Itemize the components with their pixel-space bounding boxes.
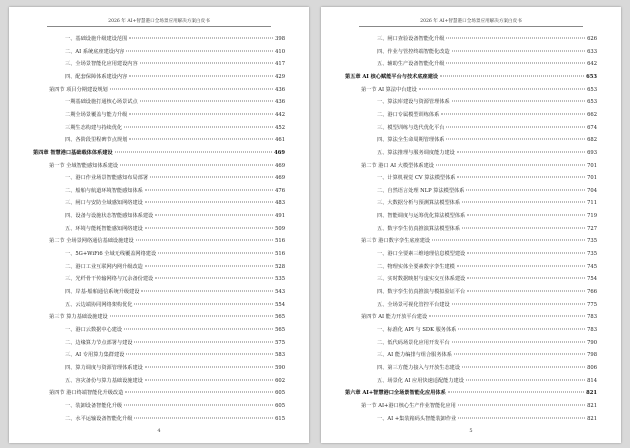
toc-entry-title: 二、船舶与航道环境智能感知体系 [65,187,143,194]
dot-leader [436,164,585,165]
toc-entry[interactable] [33,148,285,158]
toc-entry-title: 二期全场景覆盖与能力升级 [65,111,128,118]
toc-entry-page: 590 [275,364,285,371]
toc-entry-title: 五、云边端协同网络架构优化 [65,301,133,308]
toc-page-left [9,7,309,443]
toc-entry-title: 二、物理实体全要素数字孪生建模 [377,263,455,270]
toc-entry[interactable] [377,414,597,424]
toc-entry[interactable] [377,376,597,386]
dot-leader [462,366,585,367]
toc-entry[interactable] [65,224,285,234]
dot-leader [110,316,273,317]
toc-entry[interactable] [377,262,597,272]
toc-entry-title: 第二节 全场景网络通信基础设施建设 [49,238,134,245]
toc-entry-title: 第四节 AI 能力开放平台建设 [361,314,428,321]
toc-entry-title: 一、AI +集装箱码头智能装卸作业 [377,415,457,422]
toc-entry-title: 第三节 港口数字孪生底座建设 [361,238,431,245]
toc-entry[interactable] [377,300,597,310]
toc-entry-page: 442 [275,111,285,118]
toc-entry-page: 814 [587,377,597,384]
toc-entry-page: 754 [587,276,597,283]
toc-entry-page: 516 [275,251,285,258]
toc-entry[interactable] [65,287,285,297]
toc-entry-title: 三、闸口与安防全域感知网络建设 [65,200,143,207]
dot-leader [145,379,273,380]
toc-entry-title: 五、算法推理与服务调度能力建设 [377,149,455,156]
toc-entry-title: 一、算法库建设与资源管理体系 [377,99,450,106]
dot-leader [129,75,273,76]
toc-entry-title: 第二节 港口 AI 大模型体系建设 [361,162,434,169]
toc-entry-page: 429 [275,73,285,80]
dot-leader [134,341,273,342]
dot-leader [129,38,273,39]
toc-entry-title: 一、装卸设备智能化升级 [65,402,123,409]
header-rule [359,26,583,27]
toc-entry[interactable] [65,110,285,120]
toc-entry-page: 469 [274,149,285,156]
toc-entry[interactable] [377,110,597,120]
toc-entry-page: 461 [275,137,285,144]
toc-entry-page: 476 [275,187,285,194]
toc-entry-page: 483 [275,200,285,207]
toc-entry-page: 491 [275,213,285,220]
toc-entry[interactable] [377,325,597,335]
toc-entry[interactable] [65,350,285,360]
dot-leader [145,265,273,266]
toc-entry[interactable] [345,388,597,398]
toc-entry[interactable] [49,236,285,246]
toc-entry-page: 775 [587,301,597,308]
toc-entry-title: 第四章 智慧港口基础载体体系建设 [33,149,113,156]
dot-leader [462,227,585,228]
toc-entry[interactable] [65,173,285,183]
dot-leader [467,291,585,292]
dot-leader [457,265,585,266]
dot-leader [448,392,584,393]
dot-leader [467,215,585,216]
dot-leader [462,202,585,203]
running-header: 2026 年 AI+智慧港口全场景应用解决方案白皮书 [108,19,210,24]
dot-leader [441,113,585,114]
running-header: 2026 年 AI+智慧港口全场景应用解决方案白皮书 [420,19,522,24]
toc-entry-title: 第一节 AI+港口核心生产作业智能化应用 [361,402,456,409]
dot-leader [110,88,273,89]
toc-entry[interactable] [65,376,285,386]
dot-leader [419,88,585,89]
toc-entry-title: 五、辅助生产设备智能化升级 [377,61,445,68]
toc-entry-page: 701 [587,162,597,169]
toc-entry[interactable] [377,350,597,360]
toc-entry-page: 615 [275,415,285,422]
dot-leader [452,341,585,342]
toc-entry[interactable] [377,224,597,234]
toc-entry-page: 605 [275,402,285,409]
dot-leader [446,63,585,64]
toc-entry-page: 410 [275,48,285,55]
toc-entry[interactable] [377,186,597,196]
dot-leader [457,151,585,152]
toc-entry[interactable] [65,274,285,284]
toc-entry-page: 509 [275,225,285,232]
dot-leader [124,328,273,329]
toc-entry[interactable] [361,85,597,95]
toc-entry-title: 三、AI 能力编排与组合服务体系 [377,352,452,359]
dot-leader [134,303,273,304]
toc-entry-page: 516 [275,238,285,245]
toc-entry-page: 821 [587,402,597,409]
toc-entry[interactable] [65,211,285,221]
toc-entry[interactable] [361,236,597,246]
toc-entry-title: 二、边缘算力节点部署与建设 [65,339,133,346]
toc-entry-title: 一期基础设施打通核心场景试点 [65,99,138,106]
toc-entry-title: 四、配套保障体系建设内容 [65,73,128,80]
toc-entry[interactable] [65,47,285,57]
toc-entry-title: 第一节 全域智能感知体系建设 [49,162,119,169]
toc-entry-page: 798 [587,352,597,359]
toc-entry[interactable] [377,338,597,348]
toc-entry-page: 605 [275,390,285,397]
toc-entry[interactable] [65,34,285,44]
toc-entry-page: 626 [587,36,597,42]
toc-entry[interactable] [65,414,285,424]
toc-entry-title: 第四节 项目分期建设规划 [49,86,108,93]
toc-entry-page: 554 [275,301,285,308]
toc-entry-title: 五、环境与能耗智能感知网络建设 [65,225,143,232]
dot-leader [145,189,273,190]
toc-entry[interactable] [377,249,597,259]
dot-leader [140,101,273,102]
toc-entry-title: 一、港口全要素三维地理信息模型建设 [377,251,466,258]
dot-leader [126,354,273,355]
dot-leader [466,379,585,380]
toc-entry-title: 四、第三方能力接入与开放生态建设 [377,364,461,371]
toc-entry-page: 602 [275,377,285,384]
page-number: 4 [157,428,161,434]
header-rule [47,26,271,27]
toc-entry[interactable] [377,363,597,373]
toc-entry[interactable] [361,401,597,411]
page-number: 5 [469,428,473,434]
dot-leader [432,240,585,241]
toc-entry-page: 783 [587,326,597,333]
dot-leader [120,164,273,165]
toc-entry-page: 727 [587,225,597,232]
toc-entry[interactable] [377,97,597,107]
toc-entry-title: 三、闸口查验设备智能化升级 [377,36,445,42]
toc-entry[interactable] [49,85,285,95]
toc-entry-title: 一、基础设施升级建设范围 [65,36,128,42]
dot-leader [452,303,585,304]
toc-entry-title: 三、实时数据映射与虚实交互体系建设 [377,276,466,283]
dot-leader [446,126,585,127]
toc-entry-title: 三、光纤骨干传输网络与冗余备份建设 [65,276,154,283]
toc-entry[interactable] [361,312,597,322]
dot-leader [452,50,585,51]
toc-entry-title: 一、港口云数据中心建设 [65,326,123,333]
toc-entry-title: 三、AI 专用算力集群建设 [65,352,125,359]
toc-entry-title: 五、数字孪生仿真推演算法模型体系 [377,225,461,232]
toc-entry[interactable] [377,123,597,133]
toc-entry[interactable] [65,325,285,335]
dot-leader [125,392,273,393]
dot-leader [457,177,585,178]
toc-entry-page: 469 [275,162,285,169]
toc-entry[interactable] [65,300,285,310]
dot-leader [446,139,585,140]
toc-entry-title: 四、各阶段里程碑节点规划 [65,137,128,144]
toc-entry-page: 701 [587,175,597,182]
dot-leader [136,240,273,241]
toc-entry-page: 662 [587,111,597,118]
dot-leader [452,101,585,102]
dot-leader [440,75,584,76]
toc-entry-page: 583 [275,352,285,359]
toc-entry-title: 第四节 港口终端智能化升级改造 [49,390,124,397]
dot-leader [134,417,273,418]
toc-entry-title: 四、数字孪生仿真推演与模拟验证平台 [377,289,466,295]
toc-entry[interactable] [345,72,597,82]
toc-entry-page: 682 [587,137,597,144]
toc-entry-page: 633 [587,48,597,55]
dot-leader [158,253,273,254]
dot-leader [155,215,273,216]
toc-entry[interactable] [377,274,597,284]
toc-entry[interactable] [377,34,597,44]
dot-leader [446,38,585,39]
toc-entry-title: 三期生态构建与持续优化 [65,124,123,131]
toc-entry[interactable] [377,135,597,145]
toc-entry[interactable] [361,161,597,171]
toc-entry[interactable] [49,312,285,322]
toc-entry-page: 711 [587,200,597,207]
dot-leader [467,278,585,279]
dot-leader [126,50,273,51]
toc-entry[interactable] [377,59,597,69]
toc-entry[interactable] [65,135,285,145]
dot-leader [458,417,585,418]
toc-entry-page: 674 [587,124,597,131]
toc-entry-page: 745 [587,263,597,270]
toc-entry-page: 642 [587,61,597,68]
toc-entry-page: 806 [587,364,597,371]
toc-entry-title: 三、模型训练与迭代优化平台 [377,124,445,131]
toc-entry[interactable] [65,338,285,348]
toc-entry-title: 四、算法全生命周期管理体系 [377,137,445,144]
dot-leader [124,404,273,405]
toc-entry[interactable] [65,401,285,411]
toc-entry-page: 417 [275,61,285,68]
toc-entry-page: 543 [275,289,285,295]
toc-entry-title: 五、场景化 AI 应用快速适配能力建设 [377,377,464,384]
toc-entry[interactable] [49,388,285,398]
toc-entry-title: 第五章 AI 核心赋能平台与技术底座建设 [345,73,439,80]
toc-entry[interactable] [65,363,285,373]
toc-entry-title: 五、容灾备份与算力基础设施建设 [65,377,143,384]
toc-entry-title: 第三节 算力基础设施建设 [49,314,108,321]
dot-leader [141,291,273,292]
toc-entry[interactable] [65,249,285,259]
toc-entry[interactable] [377,47,597,57]
toc-entry[interactable] [377,148,597,158]
dot-leader [124,126,273,127]
toc-entry-title: 四、智能调度与运筹优化算法模型体系 [377,213,466,220]
toc-entry-page: 821 [586,390,597,397]
toc-entry-title: 一、港口作业场景智能感知布局部署 [65,175,149,182]
toc-entry-page: 735 [587,251,597,258]
toc-entry-page: 719 [587,213,597,220]
dot-leader [150,177,273,178]
toc-entry-page: 436 [275,86,285,93]
toc-entry-page: 653 [587,86,597,93]
toc-entry-title: 二、港口工业互联网内网升级改造 [65,263,143,270]
toc-entry-title: 二、自然语言处理 NLP 算法模型体系 [377,187,465,194]
toc-entry-page: 790 [587,339,597,346]
toc-entry-title: 二、低代码场景化应用开发平台 [377,339,450,346]
dot-leader [145,227,273,228]
toc-entry-page: 436 [275,99,285,106]
toc-entry-title: 三、大数据分析与预测算法模型体系 [377,200,461,207]
dot-leader [466,189,585,190]
toc-entry-page: 693 [587,149,597,156]
toc-entry[interactable] [65,97,285,107]
dot-leader [458,328,585,329]
toc-entry-page: 535 [275,276,285,283]
toc-entry[interactable] [49,161,285,171]
toc-entry-page: 469 [275,175,285,182]
toc-entry[interactable] [65,59,285,69]
toc-entry-page: 821 [587,415,597,422]
dot-leader [454,354,585,355]
toc-entry[interactable] [65,262,285,272]
toc-entry-title: 二、港口专属模型训练体系 [377,111,440,118]
toc-page-right [321,7,621,443]
toc-entry[interactable] [65,198,285,208]
toc-entry-title: 二、水平运输设备智能化升级 [65,415,133,422]
toc-entry[interactable] [65,123,285,133]
toc-entry-title: 一、5G+WiFi6 全域无线覆盖网络建设 [65,251,157,258]
toc-entry-title: 一、计算机视觉 CV 算法模型体系 [377,175,456,182]
dot-leader [129,139,273,140]
toc-entry-title: 五、全场景可视化管控平台建设 [377,301,450,308]
toc-entry-page: 575 [275,339,285,346]
dot-leader [429,316,585,317]
dot-leader [458,404,585,405]
toc-entry-page: 565 [275,314,285,321]
toc-entry-page: 565 [275,326,285,333]
toc-entry-page: 766 [587,289,597,295]
toc-entry-page: 735 [587,238,597,245]
toc-entry-title: 三、全场景智能化应用建设内容 [65,61,138,68]
toc-entry-title: 第一节 AI 算法中台建设 [361,86,417,93]
dot-leader [140,63,273,64]
toc-entry-title: 四、设备与设施状态智能感知体系建设 [65,213,154,220]
toc-entry-title: 第六章 AI+智慧港口全场景智能化应用体系 [345,390,446,397]
toc-entry-page: 783 [587,314,597,321]
dot-leader [129,113,273,114]
toc-entry-page: 653 [587,99,597,106]
toc-entry[interactable] [377,211,597,221]
toc-entry-title: 二、AI 系统底座建设内容 [65,48,125,55]
toc-entry-title: 一、标准化 API 与 SDK 服务体系 [377,326,457,333]
toc-entry[interactable] [65,72,285,82]
toc-entry[interactable] [377,173,597,183]
toc-entry-page: 528 [275,263,285,270]
dot-leader [145,202,273,203]
toc-entry-title: 四、算力调度与资源管理体系建设 [65,364,143,371]
toc-entry[interactable] [65,186,285,196]
toc-entry-page: 452 [275,124,285,131]
dot-leader [155,278,273,279]
dot-leader [115,151,273,152]
toc-entry-page: 398 [275,36,285,42]
toc-entry-title: 四、岸基-船舶通信系统升级建设 [65,289,140,295]
toc-entry-title: 四、作业与管控终端智能化改造 [377,48,450,55]
dot-leader [467,253,585,254]
dot-leader [145,366,273,367]
toc-entry[interactable] [377,198,597,208]
toc-entry-page: 653 [586,73,597,80]
toc-entry[interactable] [377,287,597,297]
toc-entry-page: 704 [587,187,597,194]
